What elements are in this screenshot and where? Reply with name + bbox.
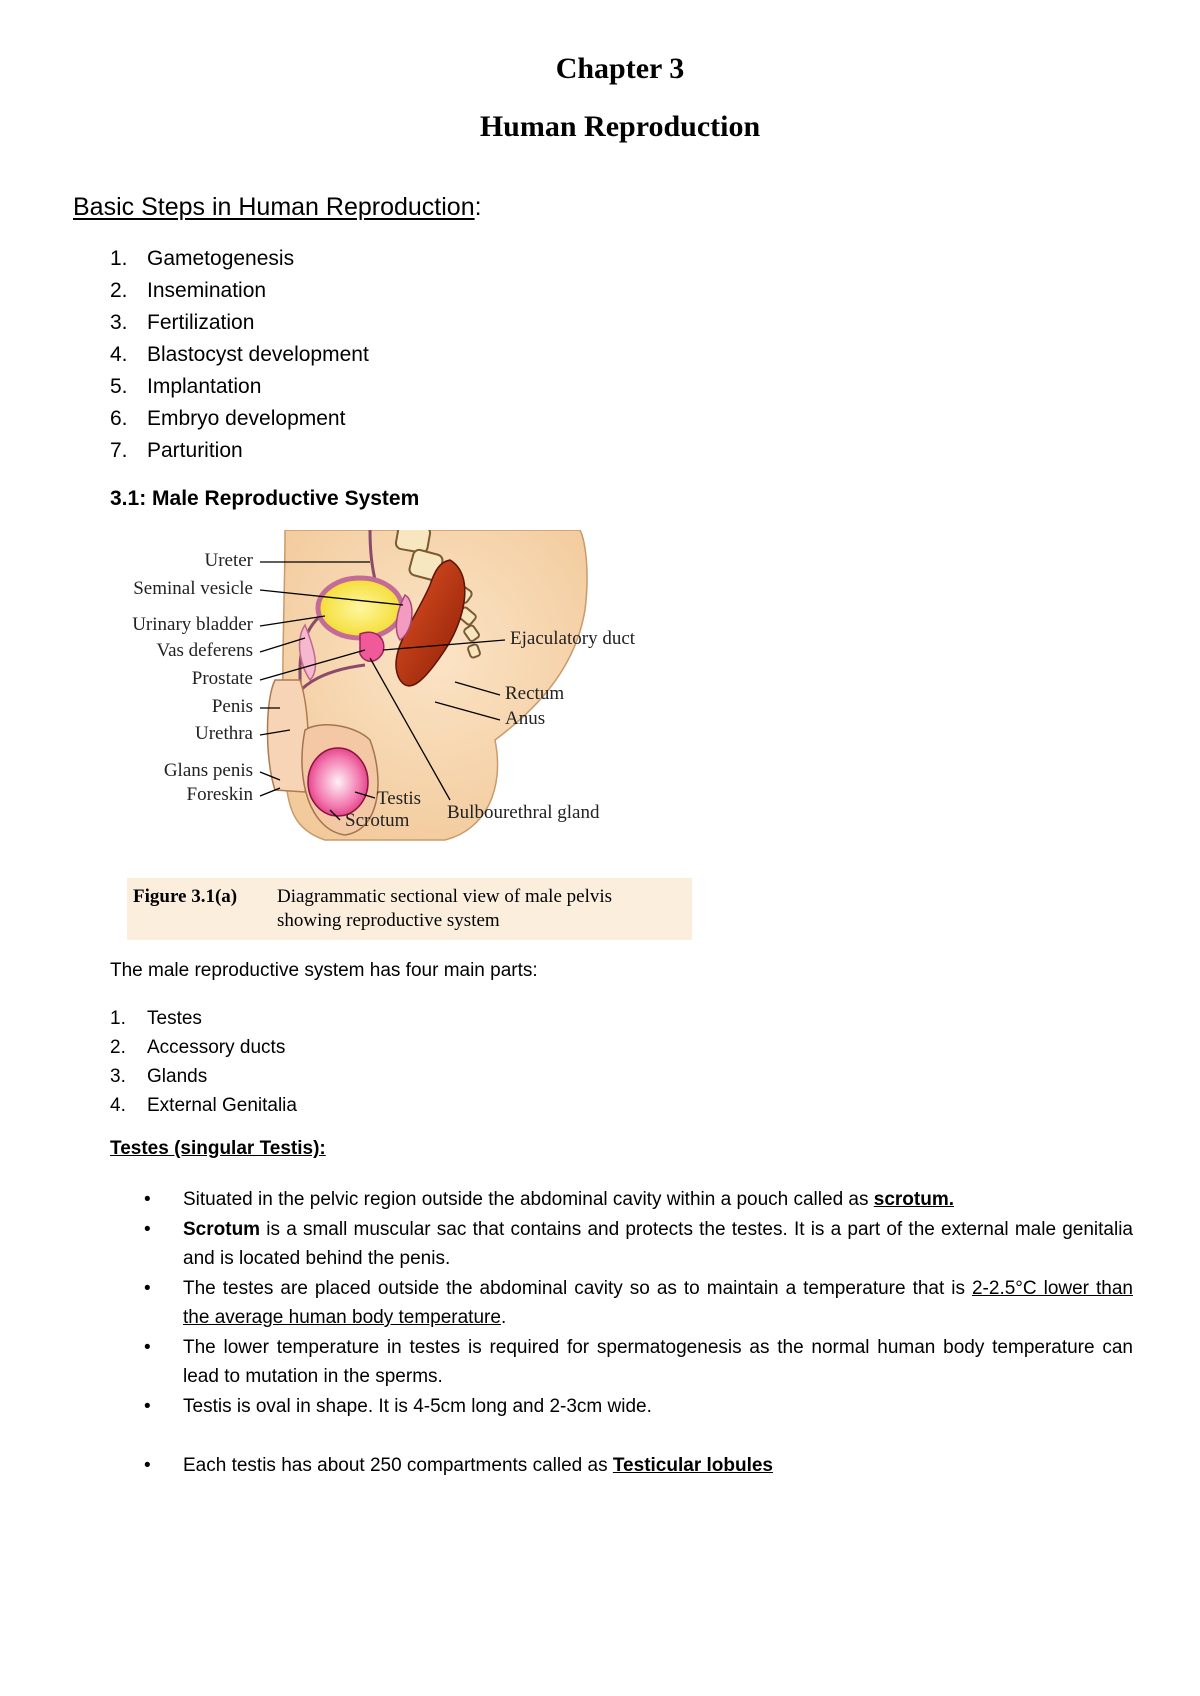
label-rectum: Rectum bbox=[505, 683, 565, 704]
list-item bbox=[110, 1062, 297, 1091]
list-number: 1. bbox=[110, 1008, 126, 1029]
label-vas-deferens: Vas deferens bbox=[156, 640, 253, 661]
bullet-text: Each testis has about 250 compartments called as bbox=[183, 1455, 613, 1476]
list-number: 4. bbox=[110, 1095, 126, 1116]
label-seminal-vesicle: Seminal vesicle bbox=[133, 578, 253, 599]
caption-line-1: Diagrammatic sectional view of male pelvis bbox=[277, 886, 613, 907]
label-bulbourethral-gland: Bulbourethral gland bbox=[447, 802, 600, 823]
testes-heading: Testes (singular Testis): bbox=[110, 1138, 326, 1159]
list-item bbox=[110, 403, 369, 435]
list-text: Implantation bbox=[147, 375, 262, 398]
bullet-text: Testis is oval in shape. It is 4-5cm long and 2-3cm wide. bbox=[183, 1396, 652, 1417]
label-foreskin: Foreskin bbox=[186, 784, 253, 805]
list-text: Gametogenesis bbox=[147, 247, 295, 270]
bullet-text: Situated in the pelvic region outside the abdominal cavity within a pouch called as bbox=[183, 1189, 874, 1210]
list-item bbox=[110, 275, 369, 307]
list-item bbox=[138, 1451, 1133, 1480]
list-number: 3. bbox=[110, 1066, 126, 1087]
chapter-number: Chapter 3 bbox=[555, 52, 685, 85]
list-number: 4. bbox=[110, 343, 128, 366]
list-item bbox=[110, 435, 369, 467]
testes-bullet-list bbox=[138, 1185, 1133, 1481]
list-item bbox=[110, 1033, 297, 1062]
list-number: 5. bbox=[110, 375, 128, 398]
testicular-lobules-term: Testicular lobules bbox=[612, 1455, 773, 1476]
list-text: Fertilization bbox=[147, 311, 255, 334]
label-scrotum: Scrotum bbox=[345, 810, 410, 831]
bullet-text: is a small muscular sac that contains and protects the testes. It is a part of the external male genitalia and is located behind the penis. bbox=[183, 1219, 1133, 1269]
label-penis: Penis bbox=[211, 696, 253, 717]
list-item bbox=[110, 1004, 297, 1033]
scrotum-term: Scrotum bbox=[183, 1219, 261, 1240]
list-number: 3. bbox=[110, 311, 128, 334]
male-parts-intro: The male reproductive system has four main parts: bbox=[110, 960, 538, 981]
label-ejaculatory-duct: Ejaculatory duct bbox=[510, 628, 636, 649]
list-item bbox=[138, 1274, 1133, 1332]
section-heading-3-1: 3.1: Male Reproductive System bbox=[110, 487, 420, 510]
list-item bbox=[110, 307, 369, 339]
list-text: Glands bbox=[147, 1066, 208, 1087]
list-text: Accessory ducts bbox=[147, 1037, 286, 1058]
figure-number: Figure 3.1(a) bbox=[133, 886, 238, 907]
diagram-labels bbox=[115, 530, 735, 870]
figure-caption bbox=[127, 878, 692, 940]
list-item bbox=[110, 243, 369, 275]
list-text: External Genitalia bbox=[147, 1095, 297, 1116]
list-item bbox=[138, 1215, 1133, 1273]
list-number: 2. bbox=[110, 279, 128, 302]
basic-steps-heading bbox=[73, 193, 482, 222]
scrotum-term: scrotum. bbox=[873, 1189, 955, 1210]
bullet-icon: • bbox=[144, 1337, 151, 1358]
heading-colon: : bbox=[474, 193, 482, 221]
list-number: 2. bbox=[110, 1037, 126, 1058]
list-item bbox=[110, 1091, 297, 1120]
list-item bbox=[110, 371, 369, 403]
list-number: 7. bbox=[110, 439, 128, 462]
list-text: Embryo development bbox=[147, 407, 346, 430]
list-number: 6. bbox=[110, 407, 128, 430]
list-text: Testes bbox=[147, 1008, 202, 1029]
bullet-icon: • bbox=[144, 1278, 151, 1299]
caption-line-2: showing reproductive system bbox=[277, 910, 500, 931]
label-urethra: Urethra bbox=[194, 723, 253, 744]
list-number: 1. bbox=[110, 247, 128, 270]
list-text: Blastocyst development bbox=[147, 343, 369, 366]
bullet-icon: • bbox=[144, 1189, 151, 1210]
label-anus: Anus bbox=[505, 708, 546, 729]
list-item bbox=[138, 1392, 1133, 1421]
list-item bbox=[110, 339, 369, 371]
temperature-term: 2-2.5°C lower than the average human body temperature bbox=[183, 1278, 1133, 1328]
bullet-icon: • bbox=[144, 1455, 151, 1476]
list-text: Insemination bbox=[147, 279, 267, 302]
bullet-icon: • bbox=[144, 1219, 151, 1240]
male-parts-list bbox=[110, 1004, 297, 1120]
list-item bbox=[138, 1333, 1133, 1391]
bullet-text: The lower temperature in testes is required for spermatogenesis as the normal human body temperature can lead to mutation in the sperms. bbox=[183, 1337, 1133, 1387]
list-text: Parturition bbox=[147, 439, 243, 462]
bullet-text: The testes are placed outside the abdominal cavity so as to maintain a temperature that is bbox=[183, 1278, 972, 1299]
chapter-title: Human Reproduction bbox=[479, 110, 761, 143]
label-urinary-bladder: Urinary bladder bbox=[132, 614, 253, 635]
bullet-icon: • bbox=[144, 1396, 151, 1417]
label-glans-penis: Glans penis bbox=[163, 760, 253, 781]
basic-steps-heading-text: Basic Steps in Human Reproduction bbox=[73, 193, 475, 221]
label-prostate: Prostate bbox=[191, 668, 253, 689]
list-item bbox=[138, 1185, 1133, 1214]
bullet-text: . bbox=[500, 1307, 507, 1328]
label-ureter: Ureter bbox=[204, 550, 253, 571]
basic-steps-list bbox=[110, 243, 369, 467]
label-testis: Testis bbox=[377, 788, 422, 809]
